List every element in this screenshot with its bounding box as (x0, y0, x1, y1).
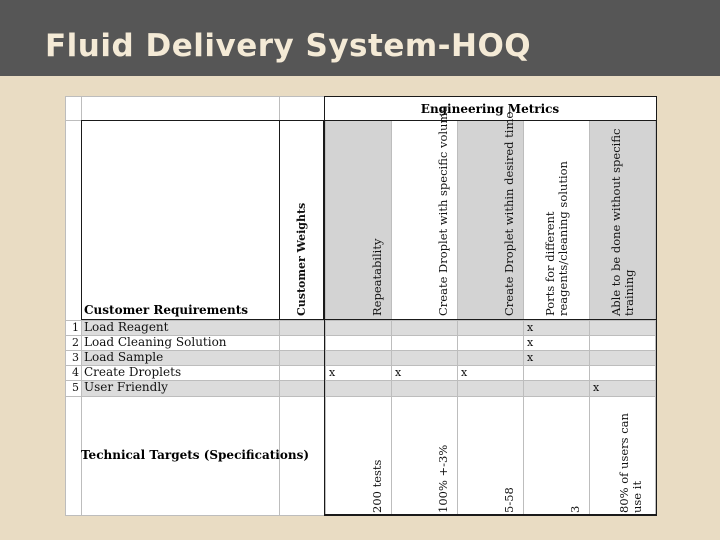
matrix-border (279, 120, 280, 320)
technical-targets-label: Technical Targets (Specifications) (81, 448, 310, 462)
requirement-label: Load Cleaning Solution (84, 335, 227, 349)
technical-target: 3 (568, 505, 582, 513)
requirement-label: Load Sample (84, 350, 164, 364)
technical-target: 5-58 (502, 487, 516, 513)
requirement-label: Load Reagent (84, 320, 169, 334)
relationship-mark: x (527, 351, 534, 364)
relationship-mark: x (527, 321, 534, 334)
grid-line (325, 120, 326, 516)
requirement-label: Create Droplets (84, 365, 182, 379)
matrix-border (325, 96, 657, 97)
engineering-metrics-header: Engineering Metrics (420, 102, 560, 116)
relationship-mark: x (593, 381, 600, 394)
matrix-border (81, 120, 82, 320)
grid-line (65, 96, 66, 516)
requirement-number: 5 (72, 381, 79, 394)
grid-line (457, 120, 458, 516)
metric-label: Repeatability (370, 238, 384, 316)
grid-line (589, 120, 590, 516)
matrix-border (81, 120, 657, 121)
hoq-matrix (65, 96, 657, 516)
relationship-mark: x (461, 366, 468, 379)
relationship-mark: x (329, 366, 336, 379)
requirement-number: 4 (72, 366, 79, 379)
technical-target: 100% +-3% (436, 444, 450, 513)
matrix-border (324, 96, 325, 516)
relationship-mark: x (395, 366, 402, 379)
matrix-border (656, 96, 657, 516)
customer-requirements-header: Customer Requirements (84, 303, 249, 317)
requirement-number: 1 (72, 321, 79, 334)
matrix-border (325, 514, 657, 516)
technical-target: 200 tests (370, 459, 384, 513)
relationship-mark: x (527, 336, 534, 349)
requirement-number: 3 (72, 351, 79, 364)
grid-line (391, 120, 392, 516)
slide-title: Fluid Delivery System-HOQ (45, 28, 532, 64)
metric-label: Create Droplet with specific volume (436, 105, 450, 316)
requirement-row-band (81, 350, 657, 365)
requirement-number: 2 (72, 336, 79, 349)
requirement-label: User Friendly (84, 380, 168, 394)
metric-label: Ports for different reagents/cleaning solution (543, 161, 570, 316)
metric-label: Create Droplet within desired time (502, 111, 516, 316)
metric-label: Able to be done without specific training (609, 128, 636, 316)
grid-line (523, 120, 524, 516)
grid-line (65, 396, 657, 397)
technical-target: 80% of users can use it (617, 413, 644, 513)
customer-weights-label: Customer Weights (295, 202, 308, 316)
title-bar (0, 0, 720, 76)
